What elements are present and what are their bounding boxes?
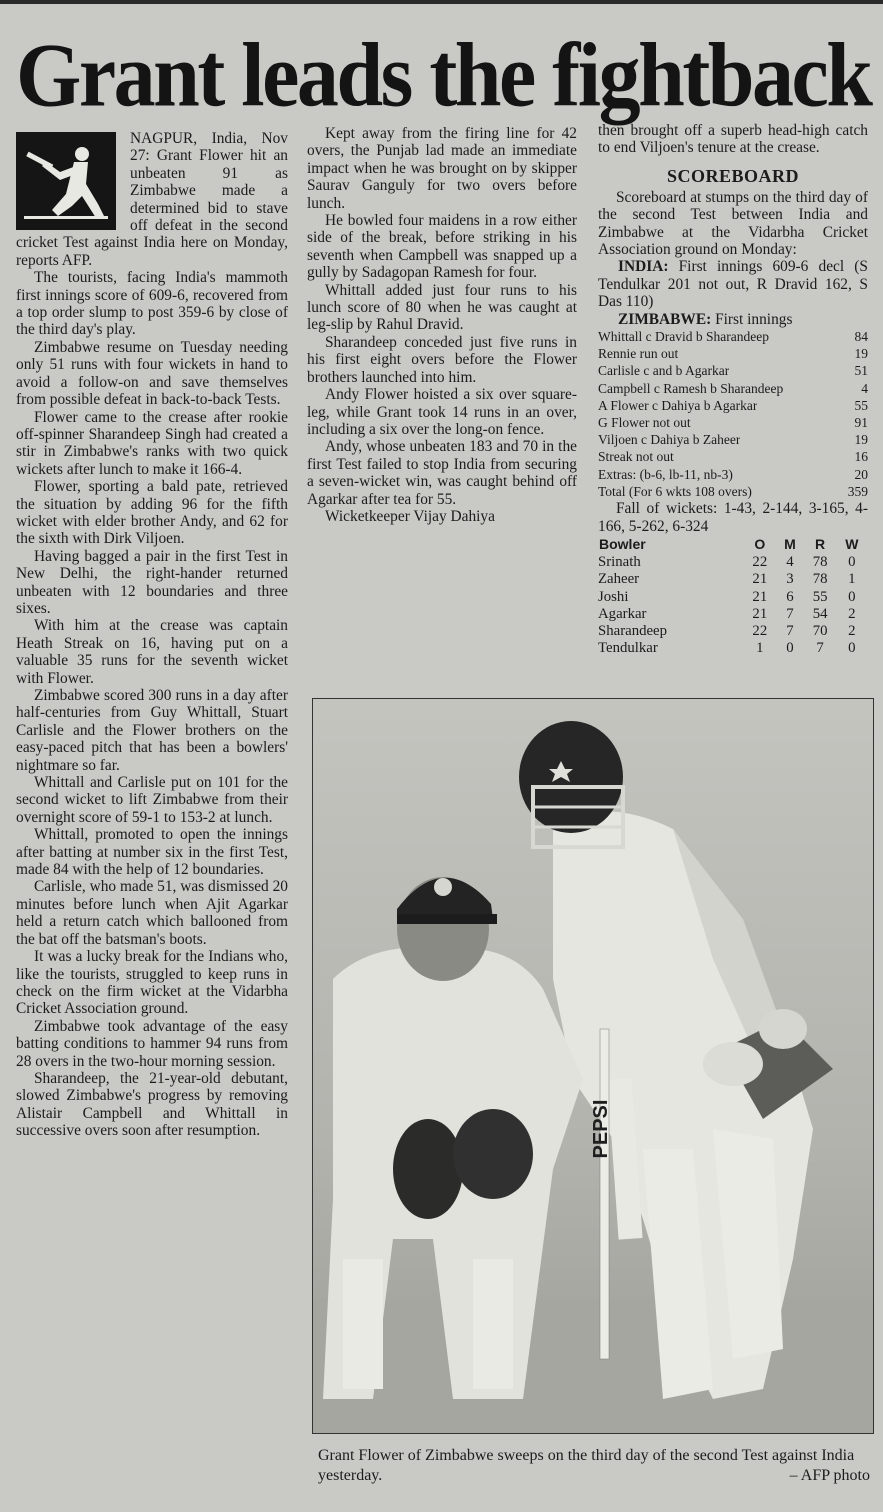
article-paragraph: Carlisle, who made 51, was dismissed 20 minutes before lunch when Ajit Agarkar held a return catch which ballooned from the bat off the batsman's boots. [16, 878, 288, 948]
batting-row [598, 397, 868, 414]
batsman-name: A Flower c Dahiya b Agarkar [598, 397, 758, 413]
extras-label: Extras: (b-6, lb-11, nb-3) [598, 466, 733, 482]
batsman-name: Carlisle c and b Agarkar [598, 363, 730, 379]
zimbabwe-innings [598, 311, 868, 328]
bowling-header: M [784, 535, 796, 552]
batsman-name: Whittall c Dravid b Sharandeep [598, 329, 769, 345]
batting-row [598, 431, 868, 448]
extras-row [598, 466, 868, 483]
article-paragraph: Flower, sporting a bald pate, retrieved the situation by adding 96 for the fifth wicket with elder brother Andy, and 62 for the sixth with Dirk Viljoen. [16, 478, 288, 548]
bowling-row [598, 606, 868, 623]
cricket-batsman-icon [16, 132, 116, 230]
batting-row [598, 345, 868, 362]
bowling-row [598, 571, 868, 588]
bowling-header: R [815, 535, 826, 552]
article-paragraph: Whittall and Carlisle put on 101 for the second wicket to lift Zimbabwe from their overnight score of 59-1 to 153-2 at lunch. [16, 774, 288, 826]
batsman-runs: 16 [854, 449, 868, 465]
article-paragraph: Zimbabwe resume on Tuesday needing only 51 runs with four wickets in hand to avoid a follow-on and save themselves from possible defeat in back-to-back Tests. [16, 338, 288, 409]
bowling-row [598, 640, 868, 657]
batting-row [598, 380, 868, 397]
bowler-name: Joshi [598, 588, 629, 605]
bowler-wickets: 0 [848, 640, 856, 657]
article-paragraph: Andy, whose unbeaten 183 and 70 in the first Test failed to stop India from securing a seven-wicket win, was caught behind off Agarkar after tea for 55. [307, 438, 577, 508]
pepsi-sponsor-text: PEPSI [590, 1099, 612, 1159]
photo-caption [318, 1446, 870, 1486]
bowler-name: Srinath [598, 554, 641, 571]
bowling-header-row [598, 535, 868, 554]
bowling-row [598, 554, 868, 571]
batsman-name: Streak not out [598, 449, 674, 465]
batting-row [598, 448, 868, 465]
article-column-1 [16, 130, 288, 1505]
bowler-overs: 22 [752, 622, 768, 639]
india-innings [598, 258, 868, 310]
bowler-overs: 21 [752, 588, 768, 605]
bowler-wickets: 1 [848, 571, 856, 588]
bowler-runs: 70 [812, 622, 828, 639]
top-rule [0, 0, 883, 4]
batsman-runs: 84 [854, 329, 868, 345]
batsman-runs: 91 [854, 415, 868, 431]
batsman-name: G Flower not out [598, 415, 691, 431]
bowler-name: Agarkar [598, 605, 647, 622]
bowler-overs: 21 [752, 605, 768, 622]
article-paragraph: Zimbabwe took advantage of the easy batting conditions to hammer 94 runs from 28 overs in the two-hour morning session. [16, 1017, 288, 1070]
article-paragraph: It was a lucky break for the Indians who, like the tourists, struggled to keep runs in check on the firm wicket at the Vidarbha Cricket Association ground. [16, 948, 288, 1018]
zimbabwe-label: ZIMBABWE: [618, 310, 712, 328]
article-paragraph: Having bagged a pair in the first Test in New Delhi, the right-hander returned unbeaten with 12 boundaries and three sixes. [16, 547, 288, 617]
article-paragraph: With him at the crease was captain Heath Streak on 16, having put on a valuable 35 runs for the seventh wicket with Flower. [16, 617, 288, 687]
scoreboard-intro: Scoreboard at stumps on the third day of the second Test between India and Zimbabwe at the Vidarbha Cricket Association ground on Monday: [598, 188, 868, 259]
bowler-overs: 21 [752, 571, 768, 588]
article-paragraph: then brought off a superb head-high catch to end Viljoen's tenure at the crease. [598, 122, 868, 157]
bowling-table [598, 535, 868, 657]
news-photo [312, 698, 874, 1434]
batsman-runs: 19 [854, 432, 868, 448]
bowler-overs: 22 [752, 554, 768, 571]
bowler-runs: 78 [812, 571, 828, 588]
caption-text: Grant Flower of Zimbabwe sweeps on the third day of the second Test against India yesterday. [318, 1447, 855, 1484]
article-paragraph: Wicketkeeper Vijay Dahiya [325, 507, 495, 525]
bowler-name: Zaheer [598, 571, 640, 588]
bowling-row [598, 589, 868, 606]
bowler-wickets: 2 [848, 605, 856, 622]
scoreboard-title: SCOREBOARD [666, 165, 800, 186]
article-paragraph: NAGPUR, India, Nov 27: Grant Flower hit an unbeaten 91 as Zimbabwe made a determined bid to stave off defeat in the second cricket Test against India here on Monday, reports AFP. [16, 130, 288, 269]
bowler-maidens: 7 [786, 605, 794, 622]
bowler-wickets: 0 [848, 554, 856, 571]
bowler-maidens: 7 [786, 622, 794, 639]
article-paragraph: Andy Flower hoisted a six over square-leg, while Grant took 14 runs in an over, including a six over the long-on fence. [307, 386, 577, 438]
batsman-runs: 51 [854, 363, 868, 379]
article-paragraph: He bowled four maidens in a row either side of the break, before striking in his seventh when Campbell was snapped up a gully by Sadagopan Ramesh for four. [307, 212, 577, 282]
batsman-runs: 4 [861, 380, 868, 396]
bowler-runs: 54 [812, 605, 828, 622]
bowling-header: O [754, 535, 766, 552]
bowler-maidens: 4 [786, 554, 794, 571]
bowler-maidens: 0 [786, 640, 794, 657]
total-runs: 359 [847, 483, 868, 499]
bowling-header: W [845, 535, 859, 552]
article-column-2 [307, 125, 577, 680]
bowler-runs: 7 [816, 640, 824, 657]
article-paragraph: Whittall, promoted to open the innings after batting at number six in the first Test, made 84 with the help of 12 boundaries. [16, 826, 288, 879]
total-row [598, 483, 868, 500]
batsman-name: Viljoen c Dahiya b Zaheer [598, 432, 741, 448]
bowler-maidens: 3 [786, 571, 794, 588]
article-paragraph: Sharandeep conceded just five runs in his first eight overs before the Flower brothers launched into him. [307, 333, 577, 386]
bowler-wickets: 0 [848, 588, 856, 605]
bowler-name: Tendulkar [598, 640, 658, 657]
bowler-maidens: 6 [786, 588, 794, 605]
batting-row [598, 362, 868, 379]
bowler-runs: 55 [812, 588, 828, 605]
photo-credit: – AFP photo [789, 1467, 870, 1484]
batting-row [598, 328, 868, 345]
bowling-header: Bowler [599, 535, 646, 552]
bowler-overs: 1 [756, 640, 764, 657]
article-paragraph: Flower came to the crease after rookie off-spinner Sharandeep Singh had created a stir in Zimbabwe's ranks with two quick wickets after lunch to make it 166-4. [16, 408, 288, 478]
total-label: Total (For 6 wkts 108 overs) [598, 483, 752, 499]
batsman-runs: 55 [854, 397, 868, 413]
article-paragraph: Sharandeep, the 21-year-old debutant, slowed Zimbabwe's progress by removing Alistair Campbell and Whittall in successive overs soon after resumption. [16, 1069, 288, 1140]
batsman-runs: 19 [854, 346, 868, 362]
article-paragraph: Zimbabwe scored 300 runs in a day after half-centuries from Guy Whittall, Stuart Carlisle and the Flower brothers on the easy-paced pitch that has been a bowlers' nightmare so far. [16, 687, 288, 774]
article-paragraph: The tourists, facing India's mammoth first innings score of 609-6, recovered from a top order slump to post 359-6 by close of the third day's play. [16, 269, 288, 339]
article-column-3 [598, 122, 868, 682]
cricket-players-illustration [313, 699, 873, 1433]
article-paragraph: Kept away from the firing line for 42 overs, the Punjab lad made an immediate impact when he was brought on by skipper Saurav Ganguly for two overs before lunch. [307, 125, 577, 212]
article-paragraph: Whittall added just four runs to his lunch score of 80 when he was caught at leg-slip by Rahul Dravid. [307, 281, 577, 334]
batsman-name: Campbell c Ramesh b Sharandeep [598, 380, 784, 396]
zimbabwe-innings-text: First innings [711, 310, 793, 328]
bowling-row [598, 623, 868, 640]
bowler-runs: 78 [812, 554, 828, 571]
india-innings-text: First innings 609-6 decl (S Tendulkar 201 not out, R Dravid 162, S Das 110) [598, 258, 868, 311]
fall-of-wickets: Fall of wickets: 1-43, 2-144, 3-165, 4-166, 5-262, 6-324 [598, 500, 868, 535]
india-label: INDIA: [618, 258, 669, 276]
headline: Grant leads the fightback [16, 25, 871, 127]
batsman-name: Rennie run out [598, 346, 679, 362]
bowler-wickets: 2 [848, 622, 856, 639]
bowler-name: Sharandeep [598, 622, 668, 639]
batting-row [598, 414, 868, 431]
extras-runs: 20 [854, 466, 868, 482]
batting-card [598, 328, 868, 500]
